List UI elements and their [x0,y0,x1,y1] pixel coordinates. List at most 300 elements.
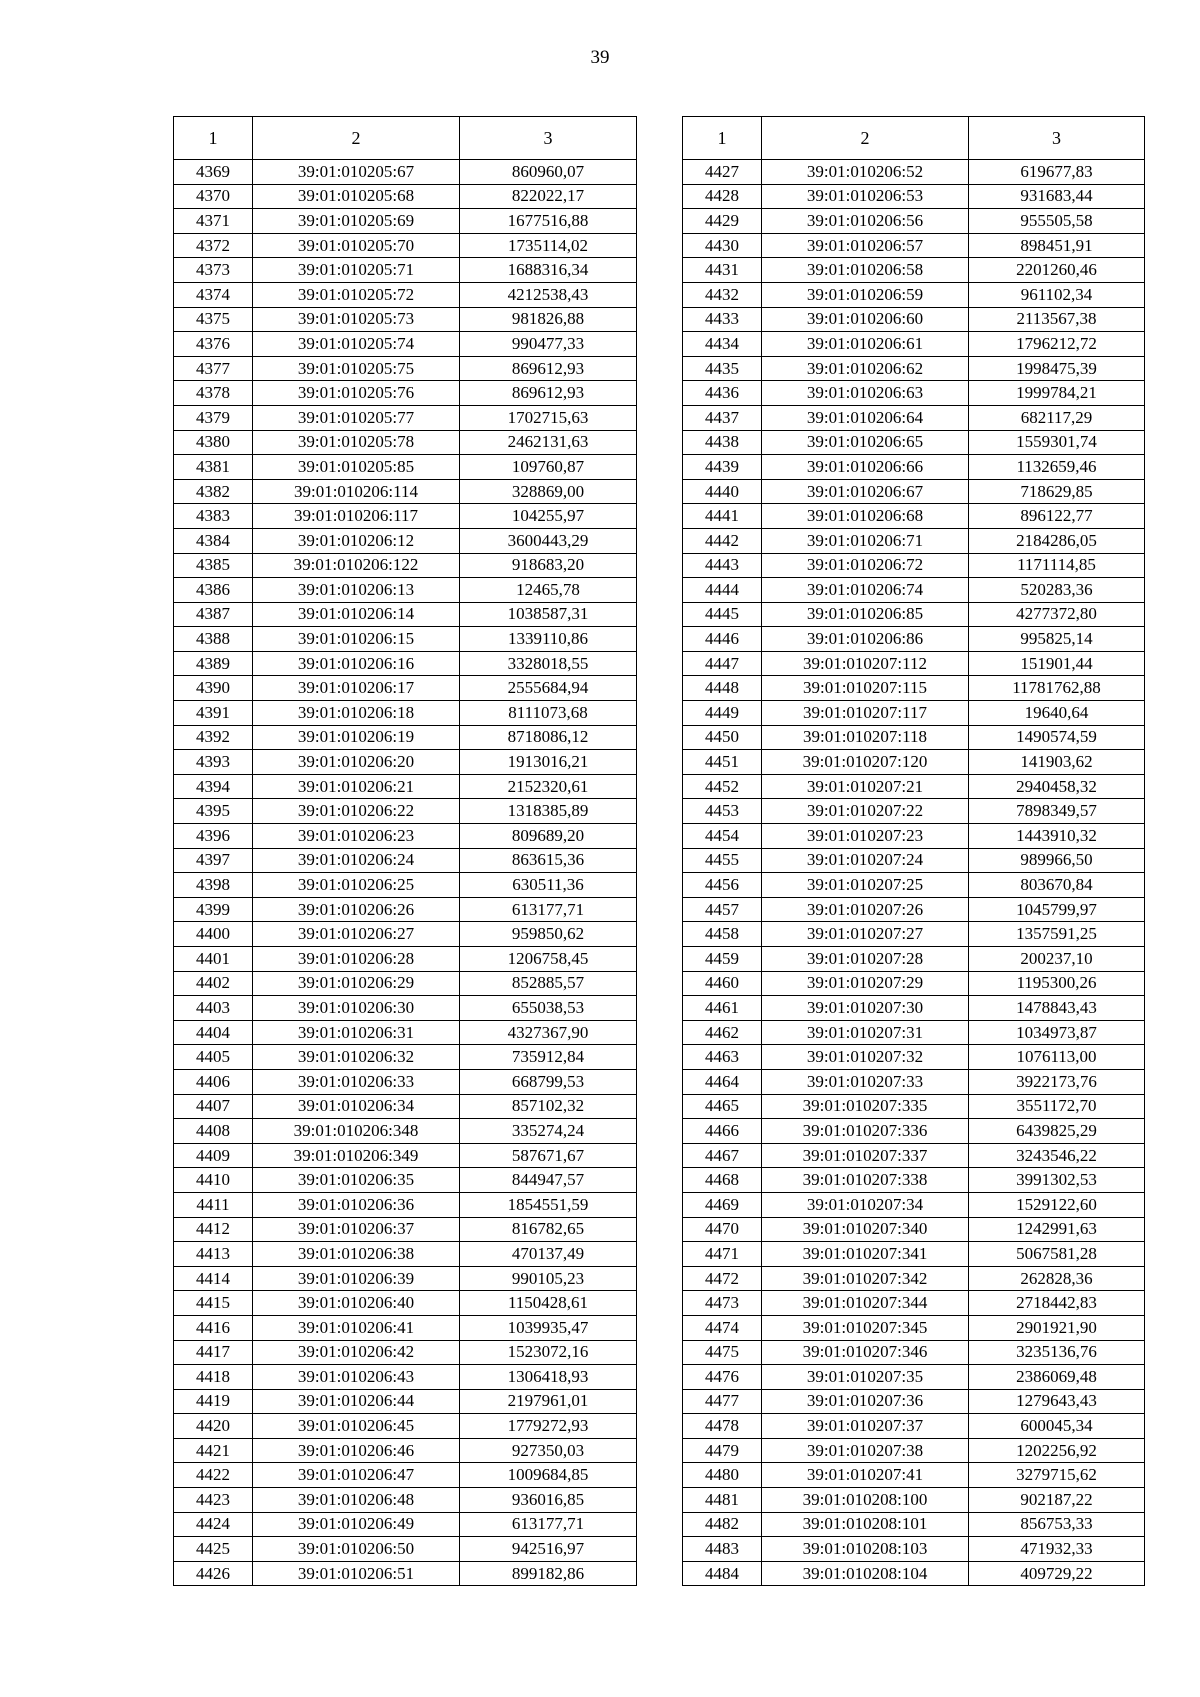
value-cell: 1206758,45 [460,947,637,972]
cadastral-number-cell: 39:01:010207:341 [762,1242,969,1267]
column-header-cadastral-id: 2 [762,117,969,160]
table-row [174,258,637,283]
table-row [683,750,1145,775]
value-cell: 959850,62 [460,922,637,947]
row-number-cell: 4429 [683,209,762,234]
value-cell: 1357591,25 [969,922,1145,947]
value-cell: 1999784,21 [969,381,1145,406]
cadastral-number-cell: 39:01:010206:67 [762,479,969,504]
value-cell: 619677,83 [969,160,1145,185]
cadastral-number-cell: 39:01:010206:71 [762,528,969,553]
table-row [174,651,637,676]
value-cell: 2940458,32 [969,774,1145,799]
row-number-cell: 4471 [683,1242,762,1267]
value-cell: 5067581,28 [969,1242,1145,1267]
row-number-cell: 4433 [683,307,762,332]
table-row [174,1217,637,1242]
cadastral-number-cell: 39:01:010207:29 [762,971,969,996]
value-cell: 613177,71 [460,1512,637,1537]
cadastral-number-cell: 39:01:010207:337 [762,1143,969,1168]
table-row [683,651,1145,676]
value-cell: 1688316,34 [460,258,637,283]
value-cell: 735912,84 [460,1045,637,1070]
value-cell: 990477,33 [460,332,637,357]
table-row [174,356,637,381]
row-number-cell: 4436 [683,381,762,406]
table-row [174,209,637,234]
row-number-cell: 4385 [174,553,253,578]
table-row [174,307,637,332]
table-row [174,701,637,726]
value-cell: 682117,29 [969,405,1145,430]
row-number-cell: 4460 [683,971,762,996]
cadastral-number-cell: 39:01:010206:86 [762,627,969,652]
table-row [174,1242,637,1267]
value-cell: 3243546,22 [969,1143,1145,1168]
cadastral-number-cell: 39:01:010206:39 [253,1266,460,1291]
cadastral-number-cell: 39:01:010206:65 [762,430,969,455]
table-row [683,1143,1145,1168]
cadastral-number-cell: 39:01:010207:344 [762,1291,969,1316]
row-number-cell: 4373 [174,258,253,283]
row-number-cell: 4470 [683,1217,762,1242]
row-number-cell: 4444 [683,578,762,603]
cadastral-number-cell: 39:01:010205:73 [253,307,460,332]
row-number-cell: 4423 [174,1488,253,1513]
row-number-cell: 4405 [174,1045,253,1070]
cadastral-number-cell: 39:01:010206:23 [253,824,460,849]
value-cell: 3922173,76 [969,1069,1145,1094]
row-number-cell: 4417 [174,1340,253,1365]
value-cell: 1854551,59 [460,1192,637,1217]
table-row [174,430,637,455]
table-body-right [683,160,1145,1586]
row-number-cell: 4387 [174,602,253,627]
column-header-value: 3 [460,117,637,160]
table-row [174,774,637,799]
row-number-cell: 4370 [174,184,253,209]
value-cell: 1490574,59 [969,725,1145,750]
value-cell: 104255,97 [460,504,637,529]
table-row [683,774,1145,799]
cadastral-number-cell: 39:01:010206:14 [253,602,460,627]
cadastral-number-cell: 39:01:010206:61 [762,332,969,357]
value-cell: 109760,87 [460,455,637,480]
row-number-cell: 4386 [174,578,253,603]
table-row [683,307,1145,332]
value-cell: 981826,88 [460,307,637,332]
value-cell: 262828,36 [969,1266,1145,1291]
table-body-left [174,160,637,1586]
row-number-cell: 4398 [174,873,253,898]
cadastral-number-cell: 39:01:010207:118 [762,725,969,750]
table-header-row [174,117,637,160]
cadastral-table-right [682,116,1145,1586]
table-row [174,1537,637,1562]
row-number-cell: 4391 [174,701,253,726]
row-number-cell: 4379 [174,405,253,430]
row-number-cell: 4408 [174,1119,253,1144]
row-number-cell: 4378 [174,381,253,406]
row-number-cell: 4393 [174,750,253,775]
cadastral-number-cell: 39:01:010208:104 [762,1561,969,1586]
row-number-cell: 4424 [174,1512,253,1537]
row-number-cell: 4414 [174,1266,253,1291]
value-cell: 1559301,74 [969,430,1145,455]
row-number-cell: 4399 [174,897,253,922]
value-cell: 1034973,87 [969,1020,1145,1045]
row-number-cell: 4455 [683,848,762,873]
cadastral-number-cell: 39:01:010205:85 [253,455,460,480]
cadastral-number-cell: 39:01:010206:17 [253,676,460,701]
value-cell: 6439825,29 [969,1119,1145,1144]
cadastral-number-cell: 39:01:010207:33 [762,1069,969,1094]
row-number-cell: 4484 [683,1561,762,1586]
cadastral-number-cell: 39:01:010208:101 [762,1512,969,1537]
value-cell: 3551172,70 [969,1094,1145,1119]
cadastral-number-cell: 39:01:010207:342 [762,1266,969,1291]
cadastral-number-cell: 39:01:010206:30 [253,996,460,1021]
table-row [683,725,1145,750]
cadastral-number-cell: 39:01:010206:66 [762,455,969,480]
cadastral-number-cell: 39:01:010205:76 [253,381,460,406]
value-cell: 809689,20 [460,824,637,849]
row-number-cell: 4472 [683,1266,762,1291]
cadastral-number-cell: 39:01:010206:74 [762,578,969,603]
cadastral-number-cell: 39:01:010206:15 [253,627,460,652]
value-cell: 902187,22 [969,1488,1145,1513]
row-number-cell: 4434 [683,332,762,357]
cadastral-number-cell: 39:01:010206:38 [253,1242,460,1267]
cadastral-number-cell: 39:01:010206:33 [253,1069,460,1094]
table-row [683,1094,1145,1119]
cadastral-number-cell: 39:01:010206:28 [253,947,460,972]
cadastral-number-cell: 39:01:010206:31 [253,1020,460,1045]
row-number-cell: 4377 [174,356,253,381]
table-row [174,873,637,898]
row-number-cell: 4478 [683,1414,762,1439]
table-row [683,578,1145,603]
cadastral-number-cell: 39:01:010206:40 [253,1291,460,1316]
row-number-cell: 4465 [683,1094,762,1119]
row-number-cell: 4446 [683,627,762,652]
cadastral-number-cell: 39:01:010206:53 [762,184,969,209]
table-row [683,824,1145,849]
cadastral-number-cell: 39:01:010207:26 [762,897,969,922]
cadastral-number-cell: 39:01:010207:27 [762,922,969,947]
value-cell: 587671,67 [460,1143,637,1168]
row-number-cell: 4375 [174,307,253,332]
cadastral-number-cell: 39:01:010206:22 [253,799,460,824]
value-cell: 1318385,89 [460,799,637,824]
table-row [683,971,1145,996]
value-cell: 852885,57 [460,971,637,996]
table-row [683,996,1145,1021]
row-number-cell: 4400 [174,922,253,947]
cadastral-number-cell: 39:01:010205:69 [253,209,460,234]
row-number-cell: 4380 [174,430,253,455]
column-header-cadastral-id: 2 [253,117,460,160]
table-row [683,504,1145,529]
table-row [683,282,1145,307]
table-row [683,1463,1145,1488]
row-number-cell: 4469 [683,1192,762,1217]
cadastral-number-cell: 39:01:010207:35 [762,1365,969,1390]
value-cell: 520283,36 [969,578,1145,603]
cadastral-number-cell: 39:01:010207:37 [762,1414,969,1439]
row-number-cell: 4422 [174,1463,253,1488]
value-cell: 19640,64 [969,701,1145,726]
row-number-cell: 4451 [683,750,762,775]
cadastral-number-cell: 39:01:010206:114 [253,479,460,504]
table-row [683,1414,1145,1439]
value-cell: 655038,53 [460,996,637,1021]
cadastral-number-cell: 39:01:010206:58 [762,258,969,283]
cadastral-number-cell: 39:01:010206:46 [253,1438,460,1463]
value-cell: 863615,36 [460,848,637,873]
row-number-cell: 4381 [174,455,253,480]
row-number-cell: 4483 [683,1537,762,1562]
cadastral-number-cell: 39:01:010206:72 [762,553,969,578]
cadastral-number-cell: 39:01:010207:38 [762,1438,969,1463]
row-number-cell: 4454 [683,824,762,849]
row-number-cell: 4437 [683,405,762,430]
row-number-cell: 4374 [174,282,253,307]
row-number-cell: 4479 [683,1438,762,1463]
table-header-row [683,117,1145,160]
table-row [174,553,637,578]
row-number-cell: 4475 [683,1340,762,1365]
table-row [174,160,637,185]
row-number-cell: 4415 [174,1291,253,1316]
table-row [174,676,637,701]
row-number-cell: 4480 [683,1463,762,1488]
table-row [683,701,1145,726]
row-number-cell: 4477 [683,1389,762,1414]
row-number-cell: 4431 [683,258,762,283]
value-cell: 1523072,16 [460,1340,637,1365]
cadastral-number-cell: 39:01:010207:30 [762,996,969,1021]
cadastral-number-cell: 39:01:010206:50 [253,1537,460,1562]
value-cell: 471932,33 [969,1537,1145,1562]
table-row [683,356,1145,381]
row-number-cell: 4482 [683,1512,762,1537]
row-number-cell: 4445 [683,602,762,627]
value-cell: 1702715,63 [460,405,637,430]
row-number-cell: 4474 [683,1315,762,1340]
value-cell: 927350,03 [460,1438,637,1463]
row-number-cell: 4396 [174,824,253,849]
cadastral-number-cell: 39:01:010206:45 [253,1414,460,1439]
value-cell: 822022,17 [460,184,637,209]
value-cell: 931683,44 [969,184,1145,209]
row-number-cell: 4388 [174,627,253,652]
value-cell: 1076113,00 [969,1045,1145,1070]
cadastral-number-cell: 39:01:010206:20 [253,750,460,775]
table-row [683,553,1145,578]
table-row [683,455,1145,480]
table-row [174,799,637,824]
table-row [174,1020,637,1045]
cadastral-number-cell: 39:01:010205:74 [253,332,460,357]
row-number-cell: 4466 [683,1119,762,1144]
cadastral-number-cell: 39:01:010208:103 [762,1537,969,1562]
value-cell: 942516,97 [460,1537,637,1562]
cadastral-number-cell: 39:01:010206:349 [253,1143,460,1168]
value-cell: 668799,53 [460,1069,637,1094]
value-cell: 1132659,46 [969,455,1145,480]
table-row [174,1365,637,1390]
table-row [174,848,637,873]
cadastral-number-cell: 39:01:010206:42 [253,1340,460,1365]
table-row [683,479,1145,504]
table-row [683,1488,1145,1513]
cadastral-number-cell: 39:01:010207:28 [762,947,969,972]
value-cell: 1039935,47 [460,1315,637,1340]
value-cell: 1796212,72 [969,332,1145,357]
table-row [683,430,1145,455]
value-cell: 12465,78 [460,578,637,603]
table-row [683,1365,1145,1390]
row-number-cell: 4430 [683,233,762,258]
cadastral-number-cell: 39:01:010206:27 [253,922,460,947]
table-row [683,528,1145,553]
value-cell: 3991302,53 [969,1168,1145,1193]
table-row [174,996,637,1021]
row-number-cell: 4447 [683,651,762,676]
row-number-cell: 4427 [683,160,762,185]
cadastral-number-cell: 39:01:010206:26 [253,897,460,922]
table-row [174,332,637,357]
table-row [683,233,1145,258]
cadastral-number-cell: 39:01:010206:37 [253,1217,460,1242]
table-row [683,848,1145,873]
cadastral-number-cell: 39:01:010206:64 [762,405,969,430]
cadastral-number-cell: 39:01:010206:29 [253,971,460,996]
table-row [174,479,637,504]
value-cell: 869612,93 [460,381,637,406]
value-cell: 816782,65 [460,1217,637,1242]
row-number-cell: 4406 [174,1069,253,1094]
row-number-cell: 4449 [683,701,762,726]
value-cell: 1478843,43 [969,996,1145,1021]
cadastral-number-cell: 39:01:010205:77 [253,405,460,430]
value-cell: 4212538,43 [460,282,637,307]
table-row [683,1192,1145,1217]
cadastral-number-cell: 39:01:010206:348 [253,1119,460,1144]
cadastral-number-cell: 39:01:010206:52 [762,160,969,185]
row-number-cell: 4392 [174,725,253,750]
row-number-cell: 4425 [174,1537,253,1562]
cadastral-number-cell: 39:01:010206:48 [253,1488,460,1513]
table-row [174,381,637,406]
value-cell: 918683,20 [460,553,637,578]
cadastral-number-cell: 39:01:010205:78 [253,430,460,455]
row-number-cell: 4409 [174,1143,253,1168]
table-row [683,1119,1145,1144]
value-cell: 995825,14 [969,627,1145,652]
cadastral-number-cell: 39:01:010206:62 [762,356,969,381]
row-number-cell: 4450 [683,725,762,750]
row-number-cell: 4453 [683,799,762,824]
row-number-cell: 4440 [683,479,762,504]
row-number-cell: 4403 [174,996,253,1021]
table-row [683,1512,1145,1537]
cadastral-number-cell: 39:01:010207:23 [762,824,969,849]
value-cell: 955505,58 [969,209,1145,234]
table-row [174,1389,637,1414]
table-row [174,1143,637,1168]
value-cell: 328869,00 [460,479,637,504]
table-row [174,1488,637,1513]
row-number-cell: 4435 [683,356,762,381]
cadastral-number-cell: 39:01:010207:34 [762,1192,969,1217]
cadastral-number-cell: 39:01:010206:41 [253,1315,460,1340]
value-cell: 335274,24 [460,1119,637,1144]
row-number-cell: 4473 [683,1291,762,1316]
cadastral-number-cell: 39:01:010207:36 [762,1389,969,1414]
column-header-number: 1 [174,117,253,160]
value-cell: 3235136,76 [969,1340,1145,1365]
row-number-cell: 4402 [174,971,253,996]
row-number-cell: 4416 [174,1315,253,1340]
table-row [683,332,1145,357]
cadastral-number-cell: 39:01:010206:19 [253,725,460,750]
value-cell: 857102,32 [460,1094,637,1119]
cadastral-number-cell: 39:01:010207:41 [762,1463,969,1488]
table-row [174,528,637,553]
table-row [683,947,1145,972]
value-cell: 630511,36 [460,873,637,898]
row-number-cell: 4395 [174,799,253,824]
value-cell: 2386069,48 [969,1365,1145,1390]
value-cell: 1279643,43 [969,1389,1145,1414]
row-number-cell: 4428 [683,184,762,209]
cadastral-number-cell: 39:01:010207:31 [762,1020,969,1045]
table-row [683,184,1145,209]
value-cell: 2555684,94 [460,676,637,701]
cadastral-number-cell: 39:01:010206:21 [253,774,460,799]
row-number-cell: 4463 [683,1045,762,1070]
cadastral-number-cell: 39:01:010205:68 [253,184,460,209]
row-number-cell: 4401 [174,947,253,972]
cadastral-number-cell: 39:01:010206:122 [253,553,460,578]
table-row [174,455,637,480]
table-row [174,1438,637,1463]
value-cell: 8718086,12 [460,725,637,750]
cadastral-number-cell: 39:01:010206:32 [253,1045,460,1070]
table-row [174,1561,637,1586]
cadastral-number-cell: 39:01:010207:346 [762,1340,969,1365]
row-number-cell: 4419 [174,1389,253,1414]
cadastral-number-cell: 39:01:010207:115 [762,676,969,701]
value-cell: 1339110,86 [460,627,637,652]
cadastral-number-cell: 39:01:010205:75 [253,356,460,381]
value-cell: 3328018,55 [460,651,637,676]
cadastral-number-cell: 39:01:010206:68 [762,504,969,529]
column-header-number: 1 [683,117,762,160]
table-row [683,1389,1145,1414]
value-cell: 936016,85 [460,1488,637,1513]
row-number-cell: 4404 [174,1020,253,1045]
row-number-cell: 4383 [174,504,253,529]
table-row [683,258,1145,283]
table-row [174,1463,637,1488]
table-row [683,1315,1145,1340]
table-row [174,602,637,627]
cadastral-number-cell: 39:01:010206:13 [253,578,460,603]
table-row [683,381,1145,406]
